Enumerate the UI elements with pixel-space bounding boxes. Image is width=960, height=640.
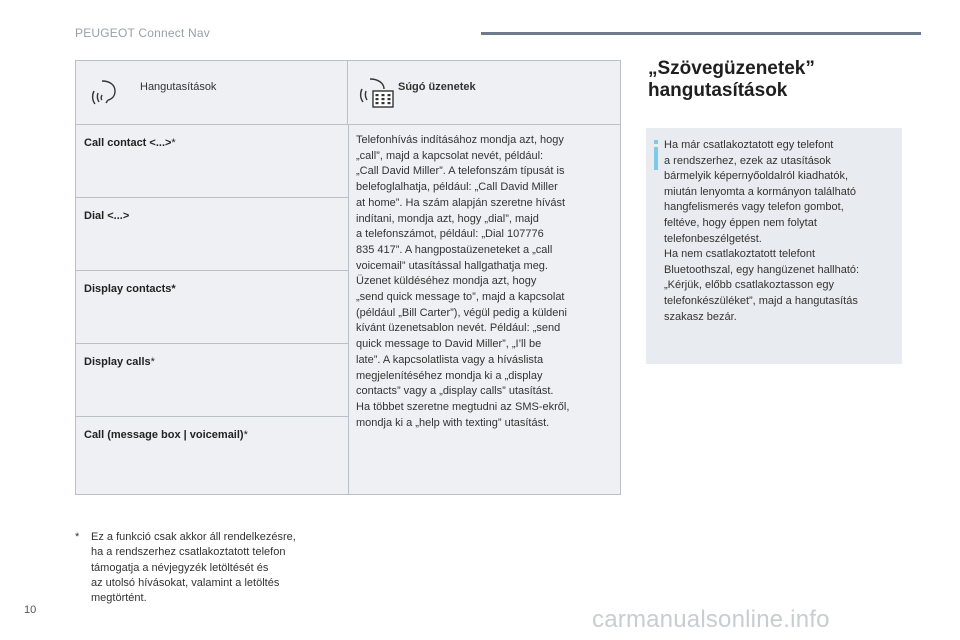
text-line: megjelenítéséhez mondja ki a „display — [356, 369, 543, 382]
text-line: (például „Bill Carter”), végül pedig a küldeni — [356, 306, 567, 319]
text-line: telefonbeszélgetést. — [664, 232, 762, 245]
text-line: mondja ki a „help with texting” utasítást. — [356, 416, 550, 429]
table-header-help-label: Súgó üzenetek — [398, 81, 476, 93]
text-line: 835 417”. A hangpostaüzeneteket a „call — [356, 243, 553, 256]
text-line: quick message to David Miller”, „I’ll be — [356, 338, 542, 351]
command-label: Dial <...> — [84, 210, 130, 222]
footnote-text — [91, 530, 345, 606]
text-line: Üzenet küldéséhez mondja azt, hogy — [356, 275, 537, 288]
text-line: a rendszerhez, ezek az utasítások — [664, 154, 831, 167]
text-line: miután lenyomta a kormányon található — [664, 185, 856, 198]
command-cell-display-contacts — [76, 271, 348, 344]
text-line: a telefonszámot, például: „Dial 107776 — [356, 228, 544, 241]
text-line: telefonkészüléket”, majd a hangutasítás — [664, 294, 858, 307]
text-line: bármelyik képernyőoldalról kiadhatók, — [664, 170, 849, 183]
header-rule — [481, 32, 921, 35]
text-line: Ez a funkció csak akkor áll rendelkezésre, — [91, 531, 296, 543]
table-header-row — [76, 61, 620, 125]
command-label: Call contact <...>* — [84, 137, 176, 149]
text-line: Ha többet szeretne megtudni az SMS-ekről, — [356, 400, 570, 413]
text-line: szakasz bezár. — [664, 310, 737, 323]
text-line: Ha nem csatlakoztatott telefont — [664, 248, 816, 261]
text-line: contacts” vagy a „display calls” utasítást. — [356, 385, 554, 398]
section-title-line-1: „Szövegüzenetek” — [648, 58, 815, 79]
watermark: carmanualsonline.info — [592, 606, 830, 633]
info-icon — [652, 140, 660, 170]
text-line: „Kérjük, előbb csatlakoztasson egy — [664, 279, 834, 292]
table-header-help — [348, 61, 620, 125]
text-line: voicemail” utasítással hallgathatja meg. — [356, 259, 548, 272]
command-cell-dial — [76, 198, 348, 271]
text-line: late”. A kapcsolatlista vagy a híváslista — [356, 353, 544, 366]
column-divider — [348, 125, 349, 494]
text-line: ha a rendszerhez csatlakoztatott telefon — [91, 546, 286, 559]
help-message-text — [356, 133, 614, 431]
text-line: az utolsó hívásokat, valamint a letöltés — [91, 576, 280, 589]
voice-keypad-icon — [358, 73, 394, 109]
table-header-commands — [76, 61, 348, 125]
table-header-commands-label: Hangutasítások — [140, 81, 217, 93]
text-line: Telefonhívás indításához mondja azt, hogy — [356, 134, 564, 146]
command-label: Display contacts* — [84, 283, 176, 295]
footnote-star: * — [75, 531, 80, 543]
text-line: Ha már csatlakoztatott egy telefont — [664, 139, 834, 151]
text-line: Bluetoothszal, egy hangüzenet hallható: — [664, 263, 860, 276]
section-title-line-2: hangutasítások — [648, 80, 788, 101]
voice-command-icon — [88, 73, 124, 109]
text-line: hangfelismerés vagy telefon gombot, — [664, 201, 844, 214]
text-line: „call”, majd a kapcsolat nevét, például: — [356, 149, 544, 162]
footnote — [75, 530, 345, 606]
text-line: „Call David Miller”. A telefonszám típusát is — [356, 165, 565, 178]
section-title — [648, 58, 908, 102]
text-line: támogatja a névjegyzék letöltését és — [91, 561, 269, 574]
text-line: indítani, mondja azt, hogy „dial”, majd — [356, 212, 539, 225]
command-label: Display calls* — [84, 356, 155, 368]
text-line: kívánt üzenetsablon nevét. Például: „send — [356, 322, 561, 335]
command-cell-call-voicemail — [76, 417, 348, 494]
page-header-title: PEUGEOT Connect Nav — [75, 26, 210, 40]
text-line: at home”. Ha szám alapján szeretne hívást — [356, 196, 566, 209]
command-cell-call-contact — [76, 125, 348, 198]
info-box — [646, 128, 902, 364]
command-label: Call (message box | voicemail)* — [84, 429, 248, 441]
page-number: 10 — [24, 604, 37, 616]
command-cell-display-calls — [76, 344, 348, 417]
voice-command-table — [75, 60, 621, 495]
info-text — [664, 138, 896, 325]
text-line: megtörtént. — [91, 592, 147, 605]
text-line: „send quick message to”, majd a kapcsolat — [356, 291, 565, 304]
text-line: belefoglalhatja, például: „Call David Miller — [356, 181, 558, 194]
text-line: feltéve, hogy éppen nem folytat — [664, 216, 817, 229]
